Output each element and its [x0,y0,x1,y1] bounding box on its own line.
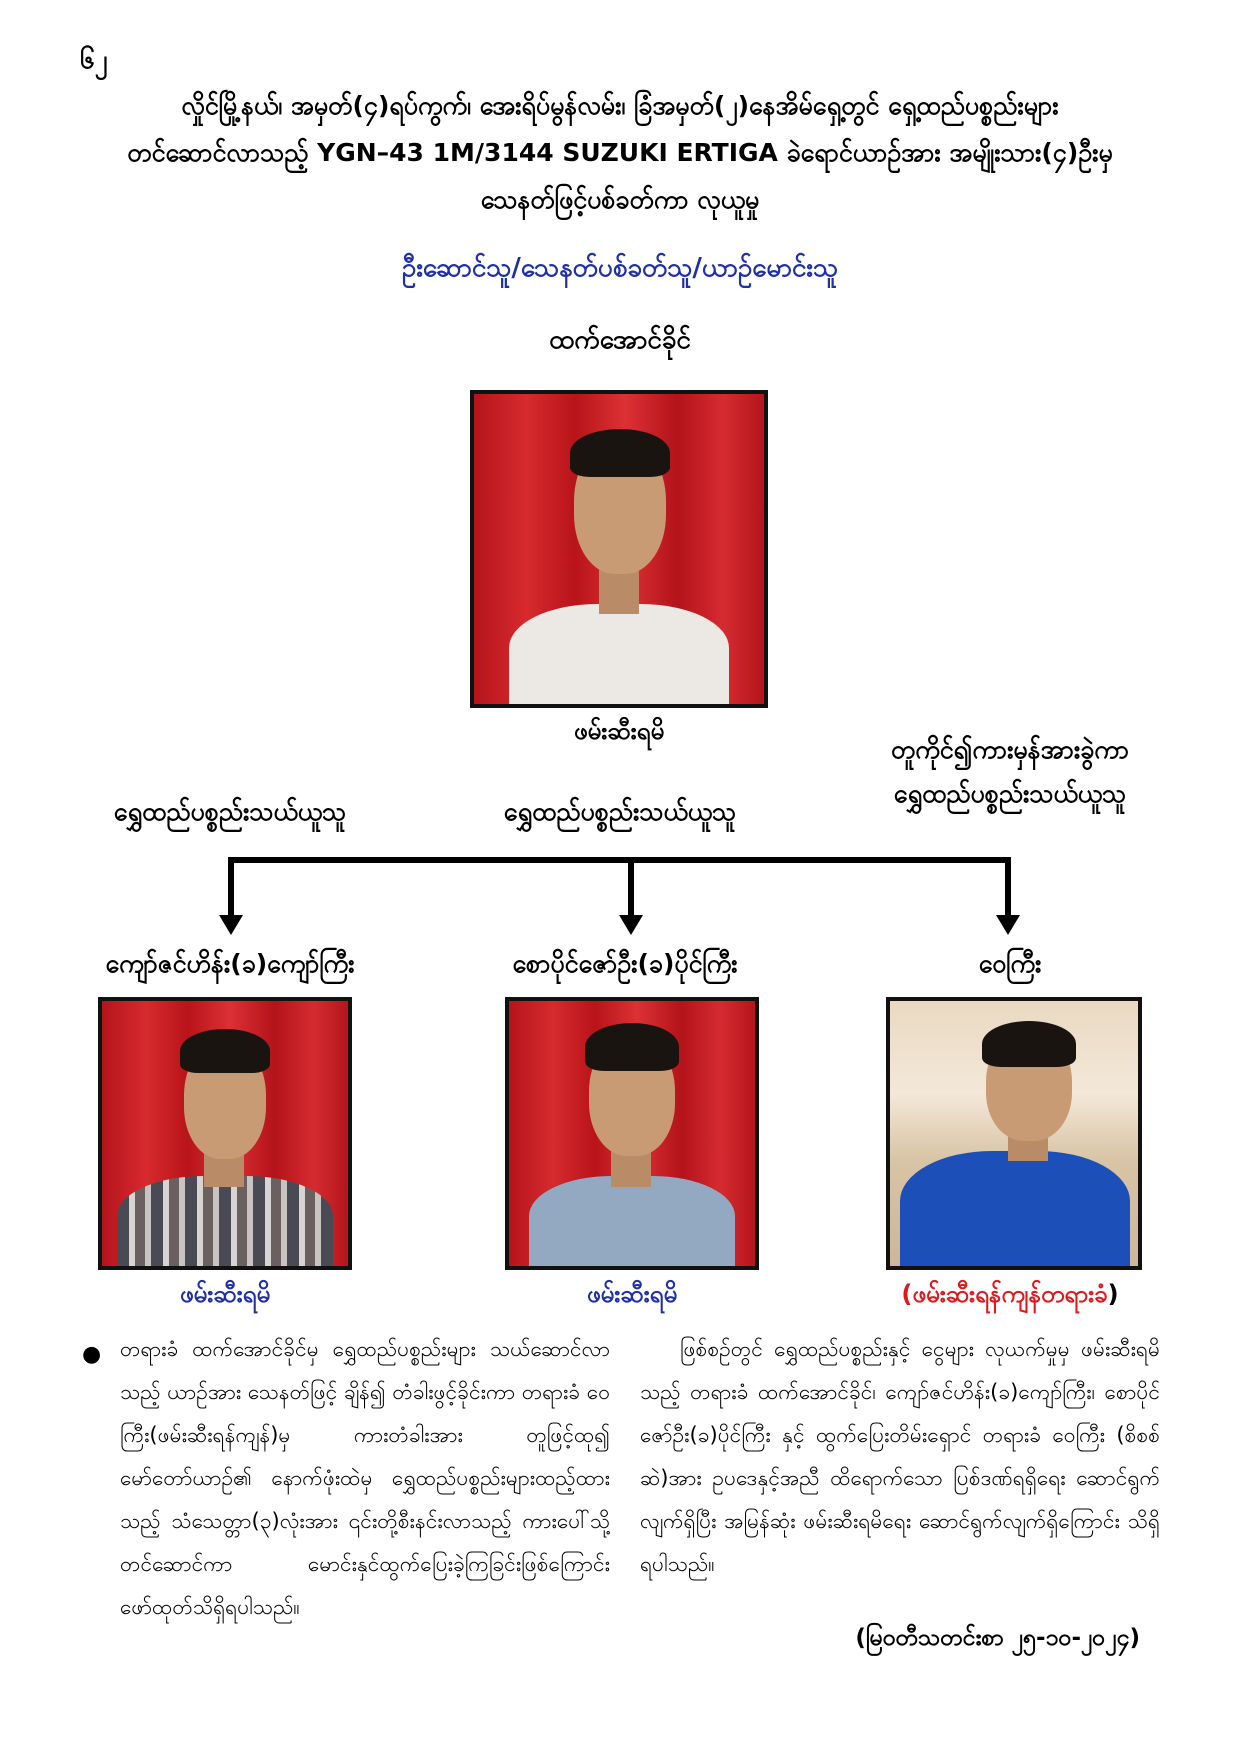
headline-line-1: လှိုင်မြို့နယ်၊ အမှတ်(၄)ရပ်ကွက်၊ အေးရိပ်မွန်လမ်း၊ ခြံအမှတ်(၂)နေအိမ်ရှေ့တွင် ရှေ့ထည်ပစ္စည်းများ [181,91,1059,120]
role-right-line-2: ရွှေထည်ပစ္စည်းသယ်ယူသူ [893,779,1127,808]
role-center: ရွှေထည်ပစ္စည်းသယ်ယူသူ [503,797,737,826]
connector-horizontal [228,857,1011,863]
member-name-1: ကျော်ဇင်ဟိန်း(ခ)ကျော်ကြီး [105,949,355,978]
member-status-3-text: ဖမ်းဆီးရန်ကျန်တရားခံ [912,1280,1108,1308]
arrow-right-icon [996,915,1020,935]
leader-role-subtitle: ဦးဆောင်သူ/သေနတ်ပစ်ခတ်သူ/ယာဉ်မောင်းသူ [401,253,839,283]
source-citation: (မြဝတီသတင်းစာ ၂၅-၁၀-၂၀၂၄) [855,1625,1140,1651]
member-status-2: ဖမ်းဆီးရမိ [586,1280,678,1308]
role-right [850,728,1170,816]
role-right-line-1: တူကိုင်၍ကားမှန်အားခွဲကာ [890,735,1130,764]
arrow-center-icon [619,915,643,935]
headline-line-3: သေနတ်ဖြင့်ပစ်ခတ်ကာ လုယူမှု [480,185,760,214]
body-left-paragraph: တရားခံ ထက်အောင်ခိုင်မှ ရွှေထည်ပစ္စည်းများ သယ်ဆောင်လာသည့် ယာဉ်အား သေနတ်ဖြင့် ချိန်၍ တံခါးဖွင့်ခိုင်းကာ တရားခံ ဝေကြီး(ဖမ်းဆီးရန်ကျန်)မှ ကားတံခါးအား တူဖြင့်ထု၍ မော်တော်ယာဉ်၏ နောက်ဖုံးထဲမှ ရွှေထည်ပစ္စည်းများထည့်ထားသည့် သံသေတ္တာ(၃)လုံးအား ၎င်းတို့စီးနင်းလာသည့် ကားပေါ်သို့တင်ဆောင်ကာ မောင်းနှင်ထွက်ပြေးခဲ့ကြခြင်းဖြစ်ကြောင်း ဖော်ထုတ်သိရှိရပါသည်။ [120,1337,610,1619]
person-figure [509,1001,755,1266]
person-figure [474,394,764,704]
headline-line-2: တင်ဆောင်လာသည့် YGN–43 1M/3144 SUZUKI ERTIGA ခဲရောင်ယာဉ်အား အမျိုးသား(၄)ဦးမှ [127,138,1113,167]
connector-right [1005,857,1011,917]
member-photo-2 [505,997,759,1270]
role-left: ရွှေထည်ပစ္စည်းသယ်ယူသူ [113,797,347,826]
status-close-paren: ) [1107,1280,1119,1308]
bullet-icon: ● [82,1342,102,1367]
member-status-3 [860,1278,1160,1314]
member-name-3: ဝေကြီး [978,949,1042,978]
member-photo-1 [98,997,352,1270]
person-figure [102,1001,348,1266]
connector-center [628,857,634,917]
person-figure [890,1001,1138,1266]
leader-name: ထက်အောင်ခိုင် [549,325,691,355]
page-number: ၆၂ [80,45,108,75]
leader-status: ဖမ်းဆီးရမိ [573,717,665,745]
body-right-paragraph: ဖြစ်စဉ်တွင် ရွှေထည်ပစ္စည်းနှင့် ငွေများ လုယက်မှုမှ ဖမ်းဆီးရမိသည့် တရားခံ ထက်အောင်ခိုင်၊ ကျော်ဇင်ဟိန်း(ခ)ကျော်ကြီး၊ စောပိုင်ဇော်ဦး(ခ)ပိုင်ကြီး နှင့် ထွက်ပြေးတိမ်းရှောင် တရားခံ ဝေကြီး (စိစစ်ဆဲ)အား ဥပဒေနှင့်အညီ ထိရောက်သော ပြစ်ဒဏ်ရရှိရေး ဆောင်ရွက်လျက်ရှိပြီး အမြန်ဆုံး ဖမ်းဆီးရမိရေး ဆောင်ရွက်လျက်ရှိကြောင်း သိရှိရပါသည်။ [640,1337,1160,1576]
member-status-1: ဖမ်းဆီးရမိ [179,1280,271,1308]
connector-left [228,857,234,917]
headline [100,82,1140,223]
member-photo-3 [886,997,1142,1270]
leader-photo [470,390,768,708]
arrow-left-icon [219,915,243,935]
status-open-paren: ( [901,1280,913,1308]
member-name-2: စောပိုင်ဇော်ဦး(ခ)ပိုင်ကြီး [512,949,738,978]
